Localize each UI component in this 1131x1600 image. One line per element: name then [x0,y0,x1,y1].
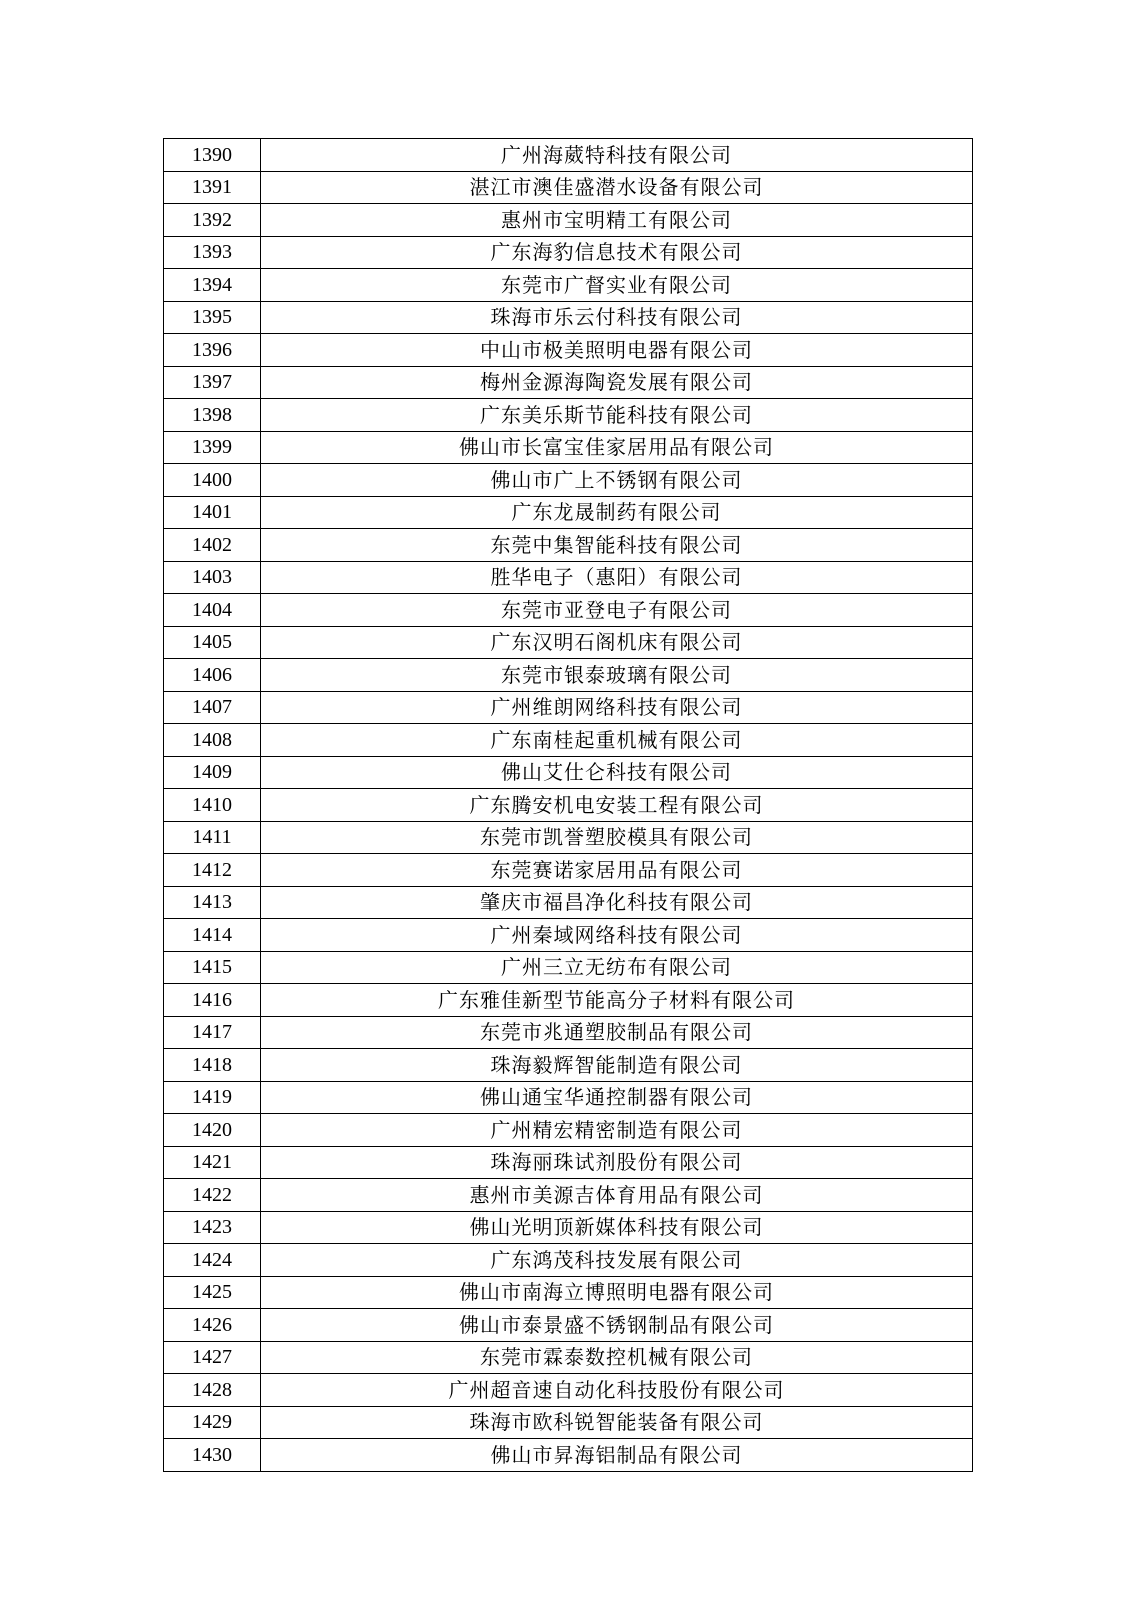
row-number-cell: 1398 [164,399,261,432]
table-row [164,886,973,919]
table-row [164,659,973,692]
row-number-cell: 1415 [164,951,261,984]
table-row [164,1244,973,1277]
company-name-cell: 珠海市欧科锐智能装备有限公司 [261,1406,973,1439]
row-number-cell: 1403 [164,561,261,594]
table-row [164,1439,973,1472]
row-number-cell: 1397 [164,366,261,399]
company-name-cell: 中山市极美照明电器有限公司 [261,334,973,367]
table-row [164,1406,973,1439]
company-name-cell: 广州三立无纺布有限公司 [261,951,973,984]
row-number-cell: 1392 [164,204,261,237]
table-row [164,399,973,432]
company-name-cell: 佛山市昇海铝制品有限公司 [261,1439,973,1472]
table-row [164,1341,973,1374]
row-number-cell: 1407 [164,691,261,724]
table-row [164,821,973,854]
company-name-cell: 湛江市澳佳盛潜水设备有限公司 [261,171,973,204]
table-row [164,1309,973,1342]
row-number-cell: 1404 [164,594,261,627]
company-name-cell: 东莞市广督实业有限公司 [261,269,973,302]
row-number-cell: 1399 [164,431,261,464]
company-name-cell: 广东腾安机电安装工程有限公司 [261,789,973,822]
table-row [164,789,973,822]
company-name-cell: 广州维朗网络科技有限公司 [261,691,973,724]
table-row [164,236,973,269]
row-number-cell: 1401 [164,496,261,529]
row-number-cell: 1428 [164,1374,261,1407]
row-number-cell: 1402 [164,529,261,562]
company-name-cell: 广东海豹信息技术有限公司 [261,236,973,269]
company-name-cell: 珠海丽珠试剂股份有限公司 [261,1146,973,1179]
row-number-cell: 1391 [164,171,261,204]
row-number-cell: 1390 [164,139,261,172]
table-row [164,431,973,464]
company-name-cell: 东莞市亚登电子有限公司 [261,594,973,627]
table-row [164,854,973,887]
row-number-cell: 1423 [164,1211,261,1244]
company-name-cell: 广东鸿茂科技发展有限公司 [261,1244,973,1277]
table-row [164,951,973,984]
table-row [164,1374,973,1407]
row-number-cell: 1425 [164,1276,261,1309]
company-name-cell: 佛山市泰景盛不锈钢制品有限公司 [261,1309,973,1342]
company-name-cell: 珠海市乐云付科技有限公司 [261,301,973,334]
company-name-cell: 佛山通宝华通控制器有限公司 [261,1081,973,1114]
row-number-cell: 1427 [164,1341,261,1374]
row-number-cell: 1422 [164,1179,261,1212]
table-row [164,1146,973,1179]
row-number-cell: 1424 [164,1244,261,1277]
table-body [164,139,973,1472]
table-row [164,334,973,367]
table-row [164,464,973,497]
table-row [164,496,973,529]
company-name-cell: 东莞市兆通塑胶制品有限公司 [261,1016,973,1049]
row-number-cell: 1400 [164,464,261,497]
row-number-cell: 1420 [164,1114,261,1147]
row-number-cell: 1419 [164,1081,261,1114]
table-row [164,1016,973,1049]
company-name-cell: 东莞市凯誉塑胶模具有限公司 [261,821,973,854]
table-row [164,756,973,789]
table-row [164,919,973,952]
row-number-cell: 1414 [164,919,261,952]
row-number-cell: 1412 [164,854,261,887]
table-row [164,561,973,594]
company-name-cell: 惠州市美源吉体育用品有限公司 [261,1179,973,1212]
table-row [164,139,973,172]
row-number-cell: 1421 [164,1146,261,1179]
company-name-cell: 佛山市南海立博照明电器有限公司 [261,1276,973,1309]
row-number-cell: 1411 [164,821,261,854]
table-row [164,1276,973,1309]
company-list-table [163,138,973,1472]
row-number-cell: 1418 [164,1049,261,1082]
company-name-cell: 佛山艾仕仑科技有限公司 [261,756,973,789]
company-name-cell: 惠州市宝明精工有限公司 [261,204,973,237]
table-row [164,626,973,659]
row-number-cell: 1406 [164,659,261,692]
company-name-cell: 珠海毅辉智能制造有限公司 [261,1049,973,1082]
company-name-cell: 东莞中集智能科技有限公司 [261,529,973,562]
company-name-cell: 广东龙晟制药有限公司 [261,496,973,529]
row-number-cell: 1426 [164,1309,261,1342]
table-row [164,269,973,302]
row-number-cell: 1405 [164,626,261,659]
company-name-cell: 广东美乐斯节能科技有限公司 [261,399,973,432]
row-number-cell: 1394 [164,269,261,302]
company-name-cell: 肇庆市福昌净化科技有限公司 [261,886,973,919]
company-name-cell: 广州海葳特科技有限公司 [261,139,973,172]
table-row [164,1114,973,1147]
table-row [164,204,973,237]
company-name-cell: 东莞赛诺家居用品有限公司 [261,854,973,887]
company-name-cell: 东莞市银泰玻璃有限公司 [261,659,973,692]
table-row [164,1081,973,1114]
table-row [164,1049,973,1082]
row-number-cell: 1410 [164,789,261,822]
company-name-cell: 佛山市长富宝佳家居用品有限公司 [261,431,973,464]
row-number-cell: 1413 [164,886,261,919]
row-number-cell: 1409 [164,756,261,789]
company-name-cell: 广州秦域网络科技有限公司 [261,919,973,952]
table-row [164,1211,973,1244]
row-number-cell: 1430 [164,1439,261,1472]
company-name-cell: 广东雅佳新型节能高分子材料有限公司 [261,984,973,1017]
row-number-cell: 1429 [164,1406,261,1439]
table-row [164,594,973,627]
company-name-cell: 佛山市广上不锈钢有限公司 [261,464,973,497]
company-name-cell: 广州超音速自动化科技股份有限公司 [261,1374,973,1407]
table-row [164,529,973,562]
row-number-cell: 1417 [164,1016,261,1049]
row-number-cell: 1396 [164,334,261,367]
table-row [164,171,973,204]
company-name-cell: 佛山光明顶新媒体科技有限公司 [261,1211,973,1244]
table-row [164,366,973,399]
row-number-cell: 1408 [164,724,261,757]
row-number-cell: 1416 [164,984,261,1017]
table-row [164,691,973,724]
table-row [164,1179,973,1212]
company-name-cell: 胜华电子（惠阳）有限公司 [261,561,973,594]
row-number-cell: 1393 [164,236,261,269]
table-row [164,301,973,334]
table-row [164,724,973,757]
company-name-cell: 梅州金源海陶瓷发展有限公司 [261,366,973,399]
company-name-cell: 广东汉明石阁机床有限公司 [261,626,973,659]
table-row [164,984,973,1017]
company-name-cell: 广东南桂起重机械有限公司 [261,724,973,757]
company-name-cell: 东莞市霖泰数控机械有限公司 [261,1341,973,1374]
row-number-cell: 1395 [164,301,261,334]
company-name-cell: 广州精宏精密制造有限公司 [261,1114,973,1147]
